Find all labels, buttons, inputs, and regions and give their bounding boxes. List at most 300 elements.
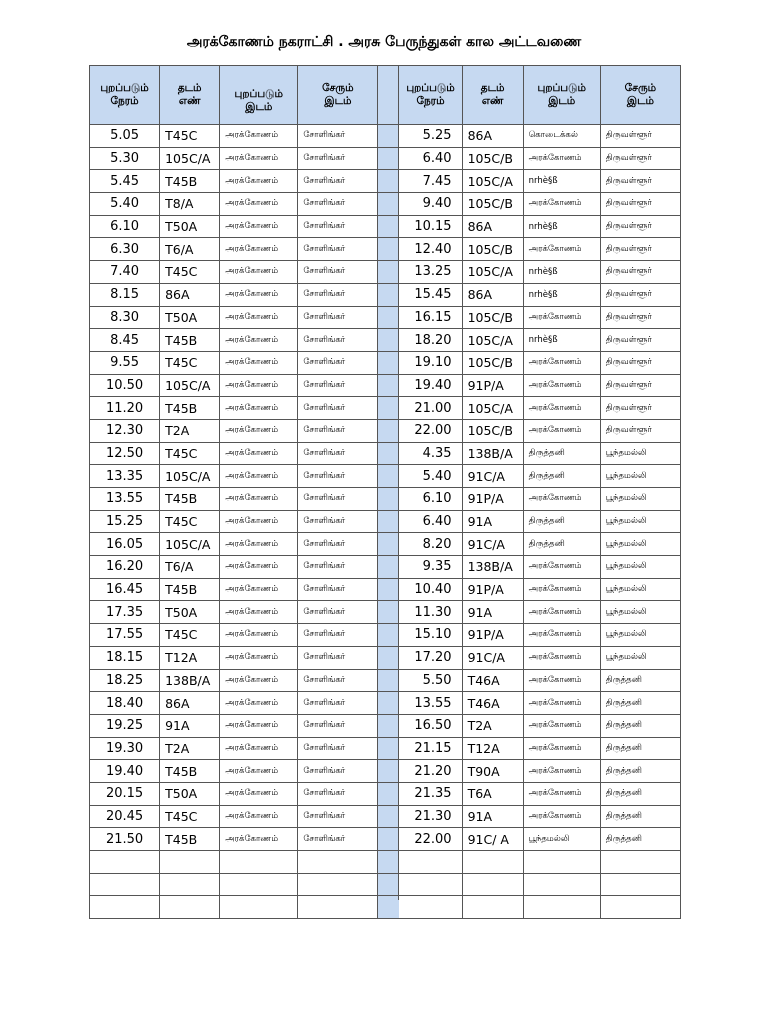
- dep-place-2-cell: [523, 851, 600, 874]
- dep-place-cell: அரக்கோணம்: [220, 283, 298, 306]
- table-row: [90, 351, 681, 374]
- dest-cell: சோளிங்கர்: [298, 782, 378, 805]
- separator-cell: [378, 669, 399, 692]
- route-no-cell: T45C: [160, 442, 220, 465]
- dest-2-cell: திருவள்ளூர்: [600, 374, 680, 397]
- dep-place-2-cell: அரக்கோணம்: [523, 624, 600, 647]
- separator-cell: [378, 624, 399, 647]
- dep-place-cell: அரக்கோணம்: [220, 601, 298, 624]
- dep-place-2-cell: nrhè§ß: [523, 261, 600, 284]
- dest-2-cell: திருவள்ளூர்: [600, 261, 680, 284]
- dest-cell: சோளிங்கர்: [298, 465, 378, 488]
- dep-time-cell: 5.30: [90, 147, 160, 170]
- route-no-cell: T2A: [160, 737, 220, 760]
- dep-time-2-cell: 16.15: [399, 306, 462, 329]
- route-no-cell: T45C: [160, 125, 220, 148]
- dep-time-2-cell: 5.40: [399, 465, 462, 488]
- route-no-2-cell: 138B/A: [462, 442, 523, 465]
- dep-place-cell: அரக்கோணம்: [220, 624, 298, 647]
- dep-time-2-cell: 5.50: [399, 669, 462, 692]
- separator-cell: [378, 193, 399, 216]
- dest-cell: சோளிங்கர்: [298, 646, 378, 669]
- dep-time-cell: [90, 851, 160, 874]
- route-no-2-cell: T90A: [462, 760, 523, 783]
- dep-time-2-cell: [399, 873, 462, 896]
- dep-place-2-cell: திருத்தனி: [523, 442, 600, 465]
- route-no-2-cell: 91C/A: [462, 533, 523, 556]
- dep-place-2-cell: nrhè§ß: [523, 329, 600, 352]
- table-row: [90, 215, 681, 238]
- dep-place-2-cell: nrhè§ß: [523, 215, 600, 238]
- dep-place-2-cell: அரக்கோணம்: [523, 374, 600, 397]
- route-no-cell: T45B: [160, 578, 220, 601]
- separator-cell: [378, 782, 399, 805]
- dep-place-cell: அரக்கோணம்: [220, 737, 298, 760]
- table-row: [90, 125, 681, 148]
- dep-time-cell: 12.30: [90, 419, 160, 442]
- dest-cell: [298, 896, 378, 919]
- dep-time-2-cell: 9.40: [399, 193, 462, 216]
- table-row: [90, 669, 681, 692]
- dep-place-2-cell: அரக்கோணம்: [523, 238, 600, 261]
- route-no-2-cell: T46A: [462, 669, 523, 692]
- dest-2-cell: திருவள்ளூர்: [600, 419, 680, 442]
- dep-time-cell: 16.05: [90, 533, 160, 556]
- route-no-2-cell: 91P/A: [462, 578, 523, 601]
- separator-cell: [378, 760, 399, 783]
- header-dest: சேரும் இடம்: [298, 66, 378, 125]
- route-no-2-cell: 91C/ A: [462, 828, 523, 851]
- dest-cell: சோளிங்கர்: [298, 397, 378, 420]
- header-dep-place: புறப்படும் இடம்: [220, 66, 298, 125]
- dest-cell: [298, 873, 378, 896]
- separator-cell: [378, 646, 399, 669]
- dep-time-2-cell: 17.20: [399, 646, 462, 669]
- dep-time-cell: 19.30: [90, 737, 160, 760]
- route-no-2-cell: 91P/A: [462, 374, 523, 397]
- route-no-2-cell: 91C/A: [462, 465, 523, 488]
- dep-time-cell: 11.20: [90, 397, 160, 420]
- dep-time-cell: 12.50: [90, 442, 160, 465]
- dep-place-cell: [220, 896, 298, 919]
- dep-place-cell: அரக்கோணம்: [220, 261, 298, 284]
- empty-row: [90, 873, 681, 896]
- route-no-cell: [160, 873, 220, 896]
- separator-cell: [378, 805, 399, 828]
- dep-place-cell: அரக்கோணம்: [220, 238, 298, 261]
- dep-time-2-cell: 9.35: [399, 556, 462, 579]
- dest-cell: [298, 851, 378, 874]
- dep-place-2-cell: அரக்கோணம்: [523, 805, 600, 828]
- route-no-cell: T8/A: [160, 193, 220, 216]
- route-no-cell: 138B/A: [160, 669, 220, 692]
- separator-cell: [378, 329, 399, 352]
- dep-place-cell: அரக்கோணம்: [220, 193, 298, 216]
- route-no-2-cell: 105C/A: [462, 170, 523, 193]
- dep-time-cell: 7.40: [90, 261, 160, 284]
- dest-cell: சோளிங்கர்: [298, 329, 378, 352]
- route-no-cell: T50A: [160, 215, 220, 238]
- table-row: [90, 737, 681, 760]
- dest-2-cell: பூந்தமல்லி: [600, 488, 680, 511]
- table-row: [90, 556, 681, 579]
- dep-time-cell: 17.35: [90, 601, 160, 624]
- dep-place-cell: அரக்கோணம்: [220, 351, 298, 374]
- dest-cell: சோளிங்கர்: [298, 714, 378, 737]
- route-no-cell: 86A: [160, 283, 220, 306]
- dest-2-cell: திருத்தனி: [600, 714, 680, 737]
- dep-place-2-cell: அரக்கோணம்: [523, 737, 600, 760]
- route-no-2-cell: T46A: [462, 692, 523, 715]
- route-no-2-cell: 105C/B: [462, 193, 523, 216]
- header-dep-time-2: புறப்படும் நேரம்: [399, 66, 462, 125]
- table-row: [90, 283, 681, 306]
- separator-cell: [378, 215, 399, 238]
- separator-cell: [378, 419, 399, 442]
- separator-cell: [378, 238, 399, 261]
- route-no-2-cell: T12A: [462, 737, 523, 760]
- dep-place-cell: அரக்கோணம்: [220, 669, 298, 692]
- dest-cell: சோளிங்கர்: [298, 170, 378, 193]
- route-no-cell: T45C: [160, 510, 220, 533]
- route-no-cell: T45B: [160, 397, 220, 420]
- dest-2-cell: திருத்தனி: [600, 782, 680, 805]
- dep-place-cell: அரக்கோணம்: [220, 125, 298, 148]
- route-no-2-cell: [462, 851, 523, 874]
- dep-place-2-cell: அரக்கோணம்: [523, 556, 600, 579]
- route-no-2-cell: 91P/A: [462, 488, 523, 511]
- table-row: [90, 692, 681, 715]
- dep-time-2-cell: 22.00: [399, 419, 462, 442]
- timetable-body: [90, 125, 681, 919]
- dep-place-cell: அரக்கோணம்: [220, 442, 298, 465]
- dep-time-cell: 8.45: [90, 329, 160, 352]
- dep-place-2-cell: அரக்கோணம்: [523, 193, 600, 216]
- route-no-cell: [160, 851, 220, 874]
- dep-time-cell: [90, 873, 160, 896]
- route-no-2-cell: 86A: [462, 283, 523, 306]
- dest-2-cell: [600, 896, 680, 919]
- dest-cell: சோளிங்கர்: [298, 533, 378, 556]
- table-row: [90, 397, 681, 420]
- dest-cell: சோளிங்கர்: [298, 578, 378, 601]
- dep-place-cell: [220, 873, 298, 896]
- separator-cell: [378, 261, 399, 284]
- route-no-2-cell: 105C/B: [462, 419, 523, 442]
- dep-place-2-cell: [523, 873, 600, 896]
- dest-cell: சோளிங்கர்: [298, 283, 378, 306]
- route-no-2-cell: 86A: [462, 125, 523, 148]
- dest-cell: சோளிங்கர்: [298, 601, 378, 624]
- dest-cell: சோளிங்கர்: [298, 737, 378, 760]
- dest-2-cell: [600, 873, 680, 896]
- table-row: [90, 261, 681, 284]
- dep-time-cell: 16.45: [90, 578, 160, 601]
- dep-time-2-cell: 8.20: [399, 533, 462, 556]
- dep-time-cell: 17.55: [90, 624, 160, 647]
- dest-2-cell: பூந்தமல்லி: [600, 465, 680, 488]
- route-no-cell: T45C: [160, 261, 220, 284]
- table-row: [90, 601, 681, 624]
- dep-place-cell: அரக்கோணம்: [220, 170, 298, 193]
- separator-cell: [378, 306, 399, 329]
- table-row: [90, 533, 681, 556]
- dest-2-cell: திருத்தனி: [600, 805, 680, 828]
- dep-place-2-cell: கொடைக்கல்: [523, 125, 600, 148]
- separator-cell: [378, 601, 399, 624]
- dest-cell: சோளிங்கர்: [298, 306, 378, 329]
- dep-place-2-cell: nrhè§ß: [523, 283, 600, 306]
- dest-cell: சோளிங்கர்: [298, 828, 378, 851]
- dep-place-cell: அரக்கோணம்: [220, 465, 298, 488]
- header-route-no-2: தடம் எண்: [462, 66, 523, 125]
- separator-cell: [378, 714, 399, 737]
- dep-time-cell: 13.35: [90, 465, 160, 488]
- dest-2-cell: [600, 851, 680, 874]
- separator-cell: [378, 737, 399, 760]
- dep-place-cell: அரக்கோணம்: [220, 397, 298, 420]
- dep-time-2-cell: 10.15: [399, 215, 462, 238]
- route-no-2-cell: 105C/B: [462, 238, 523, 261]
- route-no-2-cell: 91A: [462, 510, 523, 533]
- dep-time-2-cell: 16.50: [399, 714, 462, 737]
- separator-cell: [378, 578, 399, 601]
- table-row: [90, 306, 681, 329]
- table-row: [90, 147, 681, 170]
- route-no-cell: 105C/A: [160, 147, 220, 170]
- route-no-cell: T2A: [160, 419, 220, 442]
- dep-time-cell: 19.40: [90, 760, 160, 783]
- table-row: [90, 624, 681, 647]
- dep-time-cell: 21.50: [90, 828, 160, 851]
- dest-cell: சோளிங்கர்: [298, 419, 378, 442]
- dep-time-2-cell: [399, 896, 462, 919]
- dep-place-cell: அரக்கோணம்: [220, 510, 298, 533]
- dep-place-2-cell: அரக்கோணம்: [523, 646, 600, 669]
- table-row: [90, 374, 681, 397]
- route-no-cell: 86A: [160, 692, 220, 715]
- dep-time-2-cell: 15.10: [399, 624, 462, 647]
- dep-place-cell: அரக்கோணம்: [220, 714, 298, 737]
- dest-2-cell: பூந்தமல்லி: [600, 510, 680, 533]
- dep-time-cell: 10.50: [90, 374, 160, 397]
- dest-cell: சோளிங்கர்: [298, 261, 378, 284]
- dep-time-2-cell: 21.20: [399, 760, 462, 783]
- dep-time-2-cell: 21.30: [399, 805, 462, 828]
- route-no-cell: [160, 896, 220, 919]
- dest-2-cell: திருவள்ளூர்: [600, 238, 680, 261]
- dep-time-cell: 13.55: [90, 488, 160, 511]
- route-no-cell: T6/A: [160, 556, 220, 579]
- dest-2-cell: பூந்தமல்லி: [600, 646, 680, 669]
- dest-cell: சோளிங்கர்: [298, 238, 378, 261]
- empty-row: [90, 851, 681, 874]
- route-no-2-cell: 105C/B: [462, 351, 523, 374]
- separator-cell: [378, 442, 399, 465]
- dep-time-cell: 20.45: [90, 805, 160, 828]
- dep-time-2-cell: 11.30: [399, 601, 462, 624]
- dep-place-2-cell: அரக்கோணம்: [523, 351, 600, 374]
- dep-time-cell: 6.30: [90, 238, 160, 261]
- separator-cell: [378, 351, 399, 374]
- dep-place-cell: அரக்கோணம்: [220, 374, 298, 397]
- dep-place-2-cell: அரக்கோணம்: [523, 147, 600, 170]
- dest-2-cell: திருத்தனி: [600, 669, 680, 692]
- separator-cell: [378, 851, 399, 874]
- dep-time-cell: 5.05: [90, 125, 160, 148]
- page-title: அரக்கோணம் நகராட்சி . அரசு பேருந்துகள் கால அட்டவணை: [186, 34, 582, 50]
- dep-time-2-cell: 21.35: [399, 782, 462, 805]
- separator-cell: [378, 510, 399, 533]
- header-dep-time: புறப்படும் நேரம்: [90, 66, 160, 125]
- dep-time-2-cell: 4.35: [399, 442, 462, 465]
- dest-2-cell: திருவள்ளூர்: [600, 215, 680, 238]
- dest-cell: சோளிங்கர்: [298, 805, 378, 828]
- route-no-2-cell: 105C/A: [462, 329, 523, 352]
- dep-time-cell: [90, 896, 160, 919]
- separator-cell: [378, 873, 399, 896]
- route-no-2-cell: 105C/B: [462, 306, 523, 329]
- route-no-cell: T45C: [160, 805, 220, 828]
- dep-place-2-cell: அரக்கோணம்: [523, 714, 600, 737]
- header-row: [90, 66, 681, 125]
- separator-cell: [378, 828, 399, 851]
- route-no-cell: T45B: [160, 488, 220, 511]
- table-row: [90, 578, 681, 601]
- dep-time-cell: 15.25: [90, 510, 160, 533]
- dest-cell: சோளிங்கர்: [298, 669, 378, 692]
- route-no-cell: T45C: [160, 624, 220, 647]
- dest-2-cell: பூந்தமல்லி: [600, 533, 680, 556]
- dest-2-cell: திருவள்ளூர்: [600, 193, 680, 216]
- dest-2-cell: பூந்தமல்லி: [600, 601, 680, 624]
- dep-place-2-cell: அரக்கோணம்: [523, 397, 600, 420]
- dep-time-2-cell: 21.15: [399, 737, 462, 760]
- dep-place-2-cell: அரக்கோணம்: [523, 306, 600, 329]
- separator-cell: [378, 465, 399, 488]
- dep-place-cell: அரக்கோணம்: [220, 782, 298, 805]
- route-no-cell: T6/A: [160, 238, 220, 261]
- dep-time-2-cell: 19.40: [399, 374, 462, 397]
- route-no-cell: 105C/A: [160, 374, 220, 397]
- dest-2-cell: பூந்தமல்லி: [600, 624, 680, 647]
- route-no-2-cell: 105C/A: [462, 397, 523, 420]
- dep-place-2-cell: அரக்கோணம்: [523, 782, 600, 805]
- table-row: [90, 805, 681, 828]
- table-row: [90, 714, 681, 737]
- table-row: [90, 488, 681, 511]
- dest-cell: சோளிங்கர்: [298, 624, 378, 647]
- dep-time-2-cell: 10.40: [399, 578, 462, 601]
- separator-cell: [378, 283, 399, 306]
- table-row: [90, 238, 681, 261]
- dep-place-2-cell: திருத்தனி: [523, 465, 600, 488]
- dep-time-2-cell: 21.00: [399, 397, 462, 420]
- dep-time-cell: 5.45: [90, 170, 160, 193]
- dep-place-2-cell: திருத்தனி: [523, 533, 600, 556]
- dep-place-cell: அரக்கோணம்: [220, 828, 298, 851]
- dep-time-cell: 18.40: [90, 692, 160, 715]
- dest-cell: சோளிங்கர்: [298, 193, 378, 216]
- dest-2-cell: திருவள்ளூர்: [600, 329, 680, 352]
- separator-cell: [378, 556, 399, 579]
- route-no-cell: T50A: [160, 601, 220, 624]
- dep-time-2-cell: 19.10: [399, 351, 462, 374]
- header-route-no: தடம் எண்: [160, 66, 220, 125]
- route-no-cell: 91A: [160, 714, 220, 737]
- table-row: [90, 760, 681, 783]
- route-no-2-cell: [462, 873, 523, 896]
- dest-cell: சோளிங்கர்: [298, 351, 378, 374]
- dep-place-cell: அரக்கோணம்: [220, 419, 298, 442]
- separator-cell: [378, 147, 399, 170]
- separator-cell: [378, 125, 399, 148]
- dep-place-2-cell: அரக்கோணம்: [523, 578, 600, 601]
- dest-2-cell: திருத்தனி: [600, 828, 680, 851]
- dep-time-2-cell: 5.25: [399, 125, 462, 148]
- separator-cell: [378, 397, 399, 420]
- route-no-cell: 105C/A: [160, 533, 220, 556]
- dest-2-cell: திருவள்ளூர்: [600, 147, 680, 170]
- route-no-2-cell: T2A: [462, 714, 523, 737]
- route-no-cell: 105C/A: [160, 465, 220, 488]
- dep-time-2-cell: 6.40: [399, 510, 462, 533]
- dep-place-2-cell: அரக்கோணம்: [523, 488, 600, 511]
- dest-cell: சோளிங்கர்: [298, 510, 378, 533]
- dep-place-2-cell: அரக்கோணம்: [523, 601, 600, 624]
- dep-time-cell: 16.20: [90, 556, 160, 579]
- dest-cell: சோளிங்கர்: [298, 488, 378, 511]
- dest-cell: சோளிங்கர்: [298, 442, 378, 465]
- dest-2-cell: பூந்தமல்லி: [600, 556, 680, 579]
- dep-time-cell: 18.25: [90, 669, 160, 692]
- dest-cell: சோளிங்கர்: [298, 556, 378, 579]
- dep-time-2-cell: 18.20: [399, 329, 462, 352]
- route-no-2-cell: [462, 896, 523, 919]
- dep-time-2-cell: 13.25: [399, 261, 462, 284]
- dep-place-2-cell: திருத்தனி: [523, 510, 600, 533]
- dep-place-2-cell: அரக்கோணம்: [523, 760, 600, 783]
- dep-time-cell: 8.15: [90, 283, 160, 306]
- route-no-cell: T45B: [160, 170, 220, 193]
- route-no-cell: T45B: [160, 329, 220, 352]
- dep-place-2-cell: அரக்கோணம்: [523, 692, 600, 715]
- separator-column: [378, 66, 399, 125]
- route-no-cell: T50A: [160, 782, 220, 805]
- dep-place-cell: அரக்கோணம்: [220, 760, 298, 783]
- dest-2-cell: திருத்தனி: [600, 760, 680, 783]
- route-no-2-cell: 91C/A: [462, 646, 523, 669]
- dep-place-2-cell: அரக்கோணம்: [523, 419, 600, 442]
- dest-2-cell: திருவள்ளூர்: [600, 283, 680, 306]
- dep-place-cell: அரக்கோணம்: [220, 147, 298, 170]
- route-no-2-cell: T6A: [462, 782, 523, 805]
- table-row: [90, 329, 681, 352]
- dep-place-2-cell: [523, 896, 600, 919]
- dest-2-cell: திருத்தனி: [600, 737, 680, 760]
- route-no-cell: T12A: [160, 646, 220, 669]
- separator-tail: [378, 900, 399, 918]
- dest-cell: சோளிங்கர்: [298, 215, 378, 238]
- dest-2-cell: திருத்தனி: [600, 692, 680, 715]
- dest-cell: சோளிங்கர்: [298, 760, 378, 783]
- dep-time-2-cell: 22.00: [399, 828, 462, 851]
- dest-cell: சோளிங்கர்: [298, 692, 378, 715]
- dest-2-cell: திருவள்ளூர்: [600, 306, 680, 329]
- dest-2-cell: திருவள்ளூர்: [600, 351, 680, 374]
- dep-place-2-cell: அரக்கோணம்: [523, 669, 600, 692]
- dep-time-2-cell: 13.55: [399, 692, 462, 715]
